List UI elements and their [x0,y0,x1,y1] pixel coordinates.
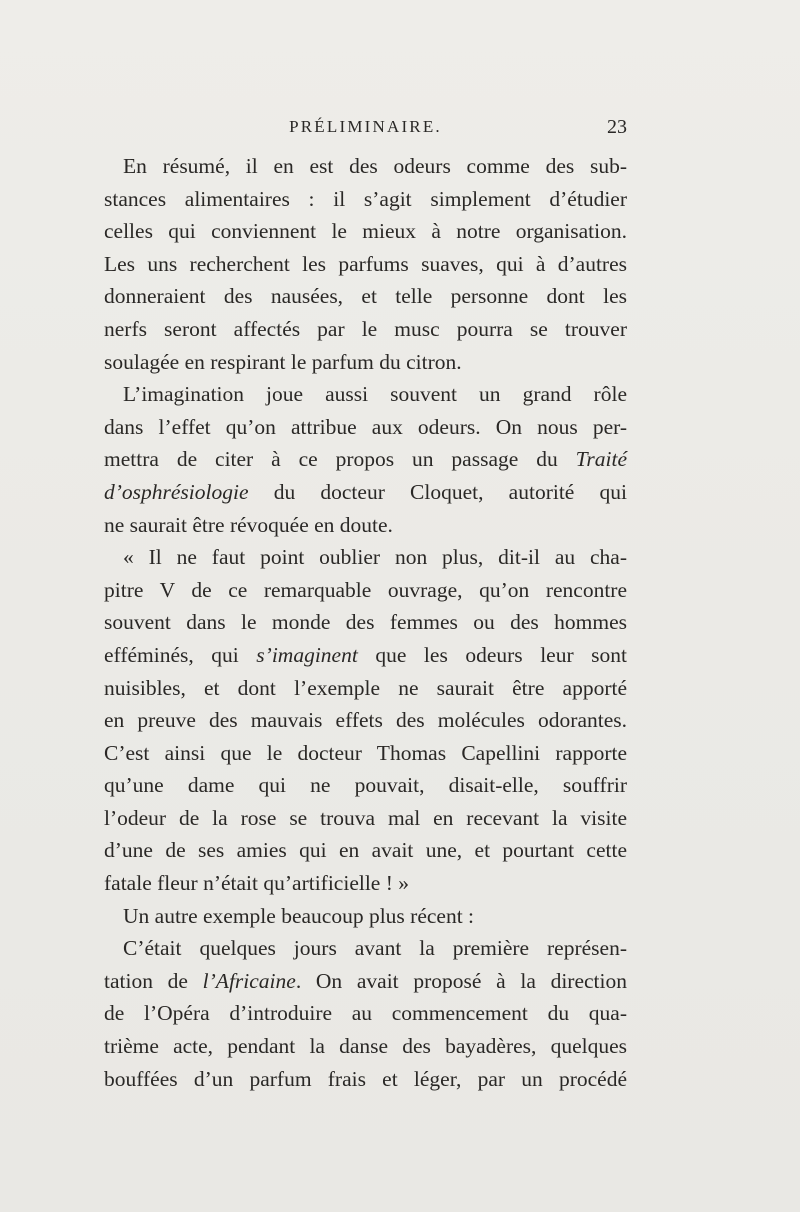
text-line [104,932,627,965]
text-line [104,215,627,248]
text-line [104,411,627,444]
text-line [104,541,627,574]
text-line [104,183,627,216]
text-segment: L’imagination joue aussi souvent un grand rôle [123,382,627,407]
text-segment: fatale fleur n’était qu’artificielle ! » [104,871,410,896]
text-segment: du docteur Cloquet, autorité qui [248,479,627,504]
text-line [104,1030,627,1063]
text-segment: souvent dans le monde des femmes ou des hommes [104,610,627,635]
text-segment: de l’Opéra d’introduire au commencement du qua- [104,1001,627,1026]
text-line [104,997,627,1030]
text-segment: celles qui conviennent le mieux à notre organisation. [104,219,627,244]
text-segment: en preuve des mauvais effets des molécules odorantes. [104,708,627,733]
text-line [104,378,627,411]
text-line [104,509,627,542]
text-line [104,248,627,281]
running-title: PRÉLIMINAIRE. [289,117,442,136]
text-line [104,834,627,867]
body-text [104,150,627,1095]
text-segment: dans l’effet qu’on attribue aux odeurs. On nous per- [104,414,627,439]
italic-text: s’imaginent [256,642,358,667]
text-segment: nerfs seront affectés par le musc pourra se trouver [104,316,627,341]
text-segment: En résumé, il en est des odeurs comme des sub- [123,154,627,178]
text-line [104,672,627,705]
text-line [104,443,627,476]
text-segment: nuisibles, et dont l’exemple ne saurait être apporté [104,675,627,700]
text-segment: . On avait proposé à la direction [295,968,627,993]
text-segment: d’une de ses amies qui en avait une, et pourtant cette [104,838,627,863]
text-line [104,802,627,835]
text-line [104,280,627,313]
text-segment: l’odeur de la rose se trouva mal en recevant la visite [104,805,627,830]
text-line [104,704,627,737]
text-segment: tation de [104,968,203,993]
text-segment: efféminés, qui [104,642,257,667]
page-number: 23 [607,116,627,138]
text-segment: C’est ainsi que le docteur Thomas Capellini rapporte [104,740,627,765]
text-segment: bouffées d’un parfum frais et léger, par un procédé [104,1066,627,1091]
text-line [104,639,627,672]
running-header [104,112,627,142]
text-line [104,769,627,802]
text-segment: pitre V de ce remarquable ouvrage, qu’on rencontre [104,577,627,602]
text-line [104,476,627,509]
italic-text: d’osphrésiologie [104,479,249,504]
text-segment: C’était quelques jours avant la première représen- [123,936,627,961]
text-segment: trième acte, pendant la danse des bayadères, quelques [104,1034,627,1059]
text-line [104,150,627,183]
text-line [104,574,627,607]
text-segment: stances alimentaires : il s’agit simplement d’étudier [104,186,627,211]
italic-text: l’Africaine [202,968,296,993]
text-segment: mettra de citer à ce propos un passage du [104,447,576,472]
text-line [104,737,627,770]
text-segment: donneraient des nausées, et telle personne dont les [104,284,627,309]
text-line [104,1063,627,1096]
text-line [104,900,627,933]
italic-text: Traité [575,447,627,472]
text-line [104,606,627,639]
text-segment: soulagée en respirant le parfum du citron. [104,349,462,374]
text-line [104,867,627,900]
text-line [104,965,627,998]
text-line [104,346,627,379]
text-segment: Les uns recherchent les parfums suaves, qui à d’autres [104,251,627,276]
text-segment: que les odeurs leur sont [357,642,627,667]
text-line [104,313,627,346]
text-segment: Un autre exemple beaucoup plus récent : [123,903,475,928]
text-segment: ne saurait être révoquée en doute. [104,512,393,537]
text-segment: « Il ne faut point oublier non plus, dit-il au cha- [123,545,627,570]
text-segment: qu’une dame qui ne pouvait, disait-elle, souffrir [104,773,627,798]
